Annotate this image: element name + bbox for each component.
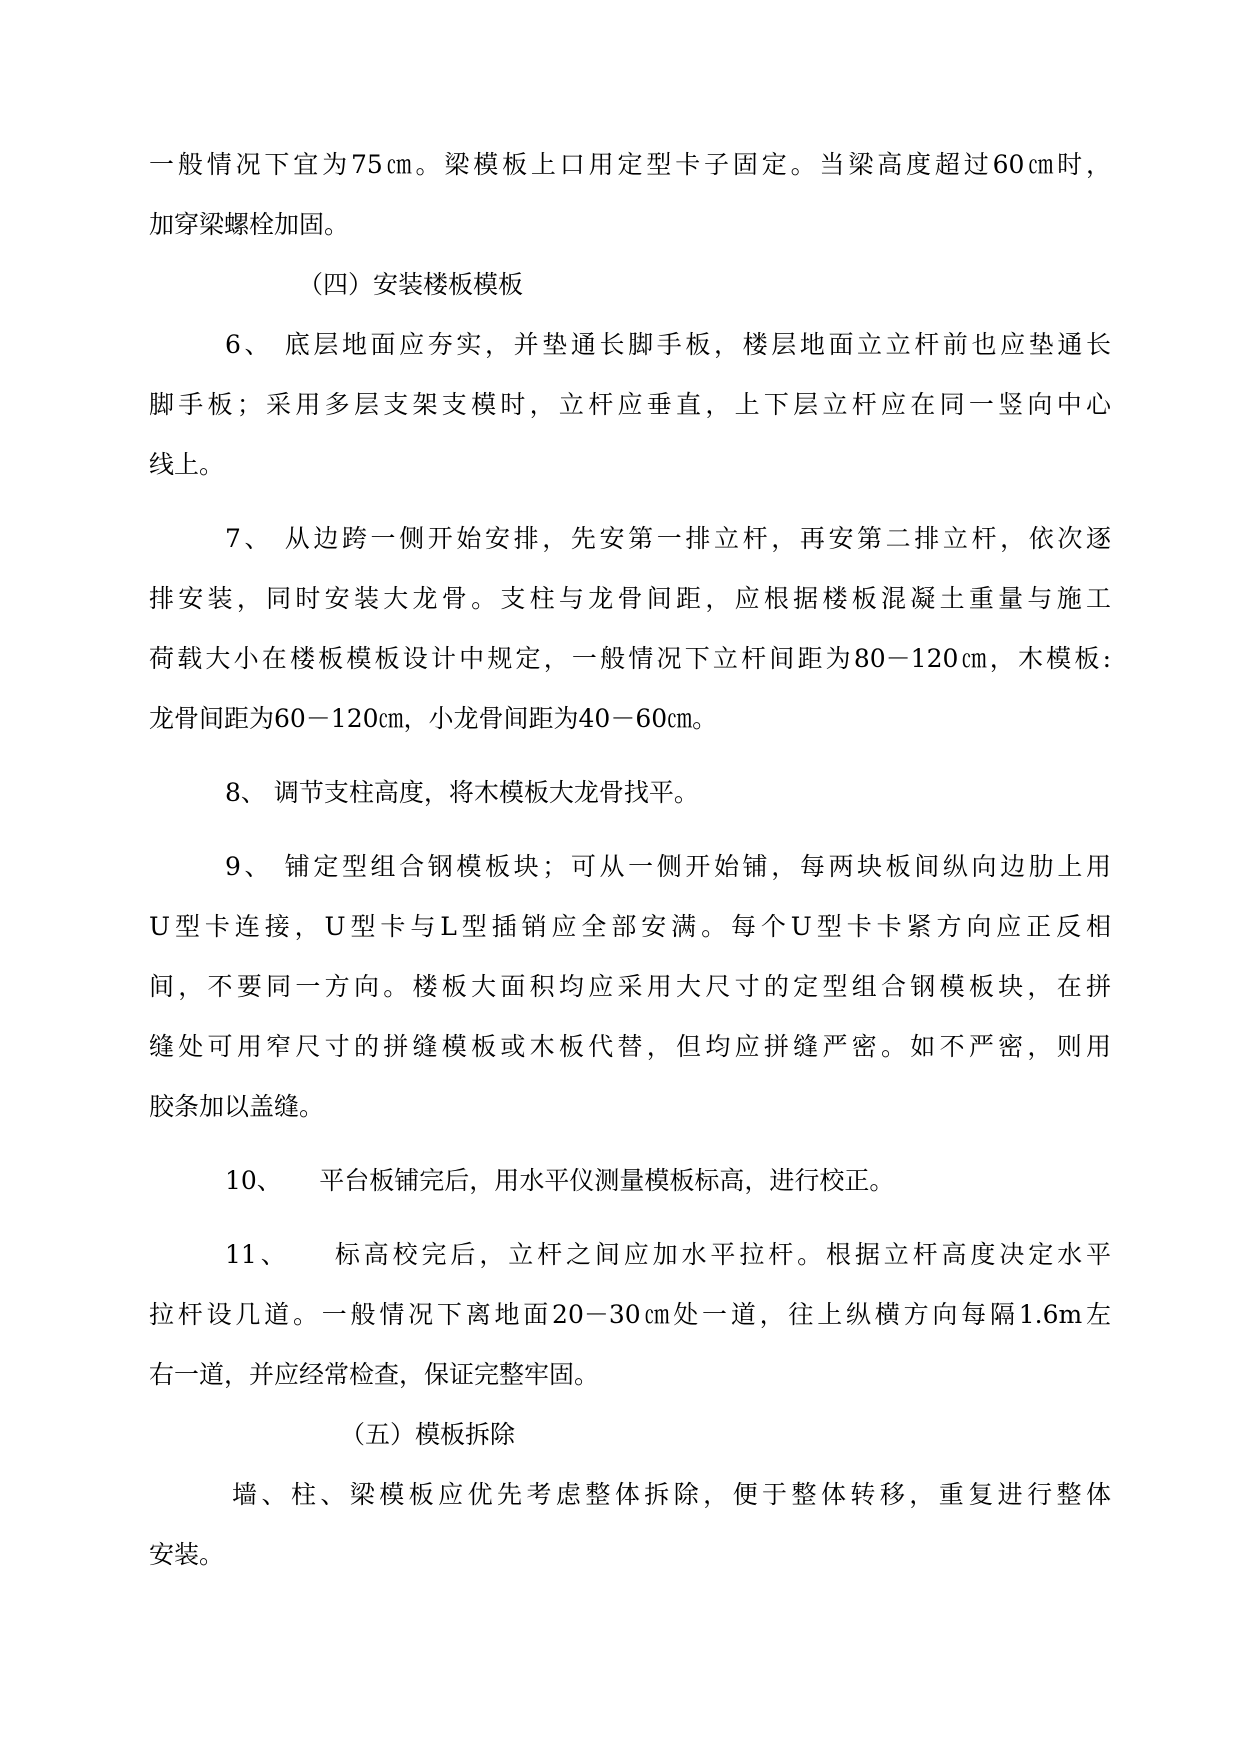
- text-line: 拉杆设几道。一般情况下离地面20－30㎝处一道，往上纵横方向每隔1.6m左: [149, 1300, 1111, 1329]
- item-6-line: 6、 底层地面应夯实，并垫通长脚手板，楼层地面立立杆前也应垫通长: [225, 330, 1111, 359]
- text-line: 墙、柱、梁模板应优先考虑整体拆除，便于整体转移，重复进行整体: [232, 1480, 1111, 1509]
- text-line: 排安装，同时安装大龙骨。支柱与龙骨间距，应根据楼板混凝土重量与施工: [149, 584, 1111, 613]
- text-line: 加穿梁螺栓加固。: [149, 210, 350, 239]
- item-9-line: 9、 铺定型组合钢模板块；可从一侧开始铺，每两块板间纵向边肋上用: [225, 852, 1111, 881]
- text-line: 胶条加以盖缝。: [149, 1092, 325, 1121]
- section-heading: （五）模板拆除: [340, 1420, 516, 1449]
- text-line: 龙骨间距为60－120㎝，小龙骨间距为40－60㎝。: [149, 704, 718, 733]
- text-line: 荷载大小在楼板模板设计中规定，一般情况下立杆间距为80－120㎝，木模板:: [149, 644, 1111, 673]
- text-line: 安装。: [149, 1540, 225, 1569]
- item-8-line: 8、 调节支柱高度，将木模板大龙骨找平。: [225, 778, 699, 807]
- text-line: 脚手板；采用多层支架支模时，立杆应垂直，上下层立杆应在同一竖向中心: [149, 390, 1111, 419]
- item-11-line: 11、 标高校完后，立杆之间应加水平拉杆。根据立杆高度决定水平: [225, 1240, 1111, 1269]
- text-line: 一般情况下宜为75㎝。梁模板上口用定型卡子固定。当梁高度超过60㎝时，: [149, 150, 1111, 179]
- text-line: 线上。: [149, 450, 225, 479]
- item-7-line: 7、 从边跨一侧开始安排，先安第一排立杆，再安第二排立杆，依次逐: [225, 524, 1111, 553]
- item-10-line: 10、 平台板铺完后，用水平仪测量模板标高，进行校正。: [225, 1166, 895, 1195]
- text-line: 间，不要同一方向。楼板大面积均应采用大尺寸的定型组合钢模板块，在拼: [149, 972, 1111, 1001]
- text-line: 右一道，并应经常检查，保证完整牢固。: [149, 1360, 600, 1389]
- section-heading: （四）安装楼板模板: [298, 270, 524, 299]
- text-line: U型卡连接，U型卡与L型插销应全部安满。每个U型卡卡紧方向应正反相: [149, 912, 1111, 941]
- text-line: 缝处可用窄尺寸的拼缝模板或木板代替，但均应拼缝严密。如不严密，则用: [149, 1032, 1111, 1061]
